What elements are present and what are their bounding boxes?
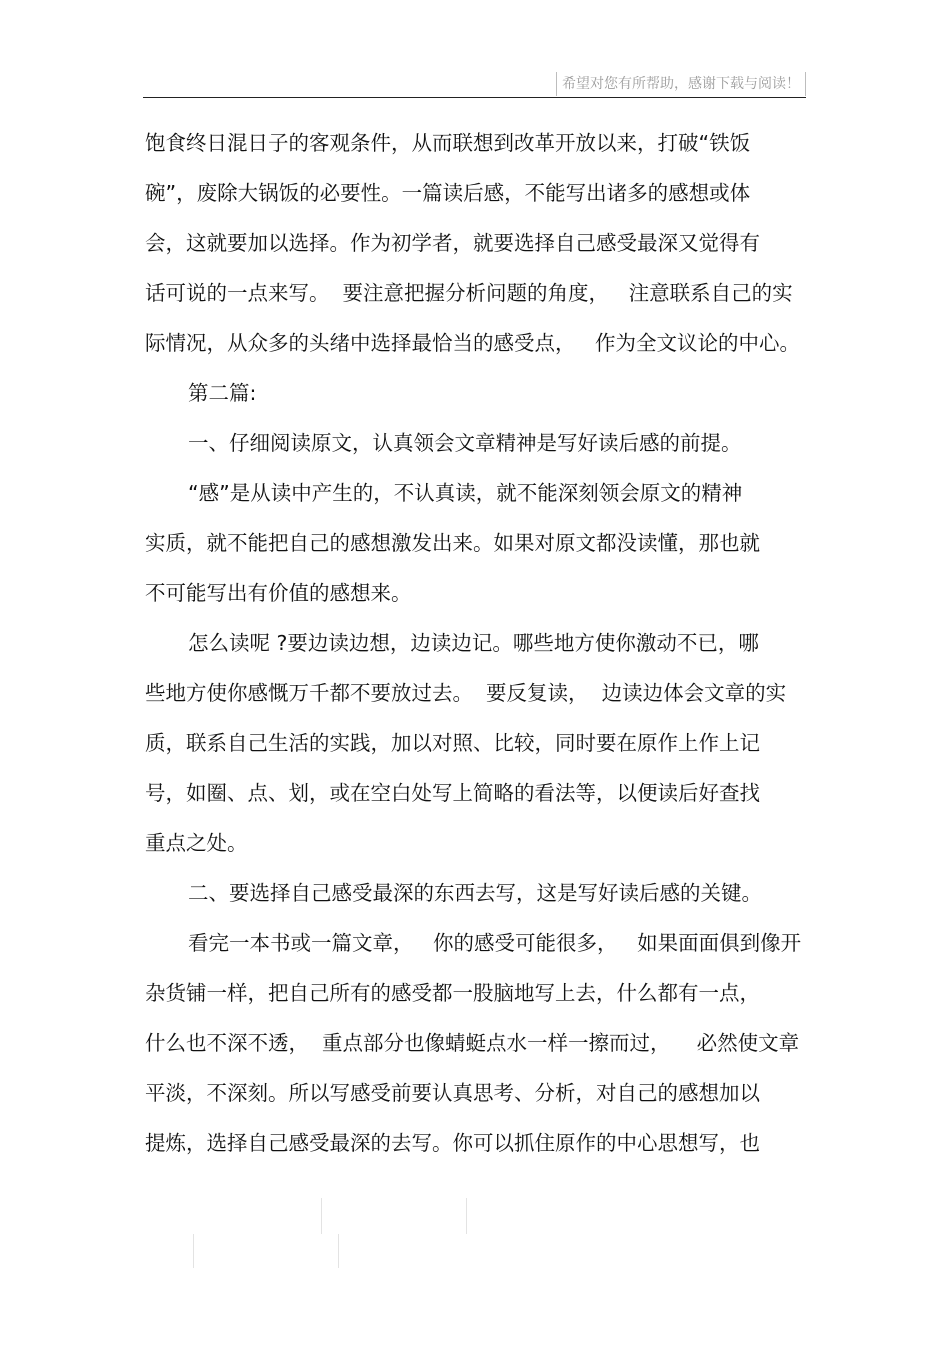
paragraph-line: 重点之处。 bbox=[145, 831, 248, 855]
header-rule bbox=[143, 97, 806, 98]
paragraph-line: 怎么读呢 ?要边读边想，边读边记。哪些地方使你激动不已，哪 bbox=[188, 631, 759, 655]
body-text bbox=[145, 118, 805, 1168]
paragraph-line: 话可说的一点来写。 要注意把握分析问题的角度， 注意联系自己的实 bbox=[145, 281, 793, 305]
paragraph-line: 会，这就要加以选择。作为初学者，就要选择自己感受最深又觉得有 bbox=[145, 231, 760, 255]
paragraph-line: 平淡，不深刻。所以写感受前要认真思考、分析，对自己的感想加以 bbox=[145, 1081, 760, 1105]
paragraph-line: 际情况，从众多的头绪中选择最恰当的感受点， 作为全文议论的中心。 bbox=[145, 331, 801, 355]
header-note: 希望对您有所帮助，感谢下载与阅读！ bbox=[556, 72, 806, 96]
section-heading: 第二篇: bbox=[188, 381, 257, 405]
paragraph-line: 看完一本书或一篇文章， 你的感受可能很多， 如果面面俱到像开 bbox=[188, 931, 802, 955]
paragraph-line: “感”是从读中产生的，不认真读，就不能深刻领会原文的精神 bbox=[188, 481, 743, 505]
scan-artifact-line bbox=[193, 1234, 194, 1268]
paragraph-line: 碗”，废除大锅饭的必要性。一篇读后感，不能写出诸多的感想或体 bbox=[145, 181, 751, 205]
scan-artifact-line bbox=[466, 1198, 467, 1234]
section-point: 一、仔细阅读原文，认真领会文章精神是写好读后感的前提。 bbox=[188, 431, 742, 455]
section-point: 二、要选择自己感受最深的东西去写，这是写好读后感的关键。 bbox=[188, 881, 762, 905]
paragraph-line: 杂货铺一样，把自己所有的感受都一股脑地写上去，什么都有一点， bbox=[145, 981, 760, 1005]
scan-artifact-line bbox=[338, 1234, 339, 1268]
paragraph-line: 饱食终日混日子的客观条件，从而联想到改革开放以来，打破“铁饭 bbox=[145, 131, 751, 155]
paragraph-line: 什么也不深不透， 重点部分也像蜻蜓点水一样一擦而过， 必然使文章 bbox=[145, 1031, 800, 1055]
paragraph-line: 号，如圈、点、划，或在空白处写上简略的看法等，以便读后好查找 bbox=[145, 781, 760, 805]
paragraph-line: 提炼，选择自己感受最深的去写。你可以抓住原作的中心思想写，也 bbox=[145, 1131, 760, 1155]
paragraph-line: 实质，就不能把自己的感想激发出来。如果对原文都没读懂，那也就 bbox=[145, 531, 760, 555]
paragraph-line: 质，联系自己生活的实践，加以对照、比较，同时要在原作上作上记 bbox=[145, 731, 760, 755]
scan-artifact-line bbox=[321, 1198, 322, 1234]
paragraph-line: 些地方使你感慨万千都不要放过去。 要反复读， 边读边体会文章的实 bbox=[145, 681, 787, 705]
paragraph-line: 不可能写出有价值的感想来。 bbox=[145, 581, 412, 605]
